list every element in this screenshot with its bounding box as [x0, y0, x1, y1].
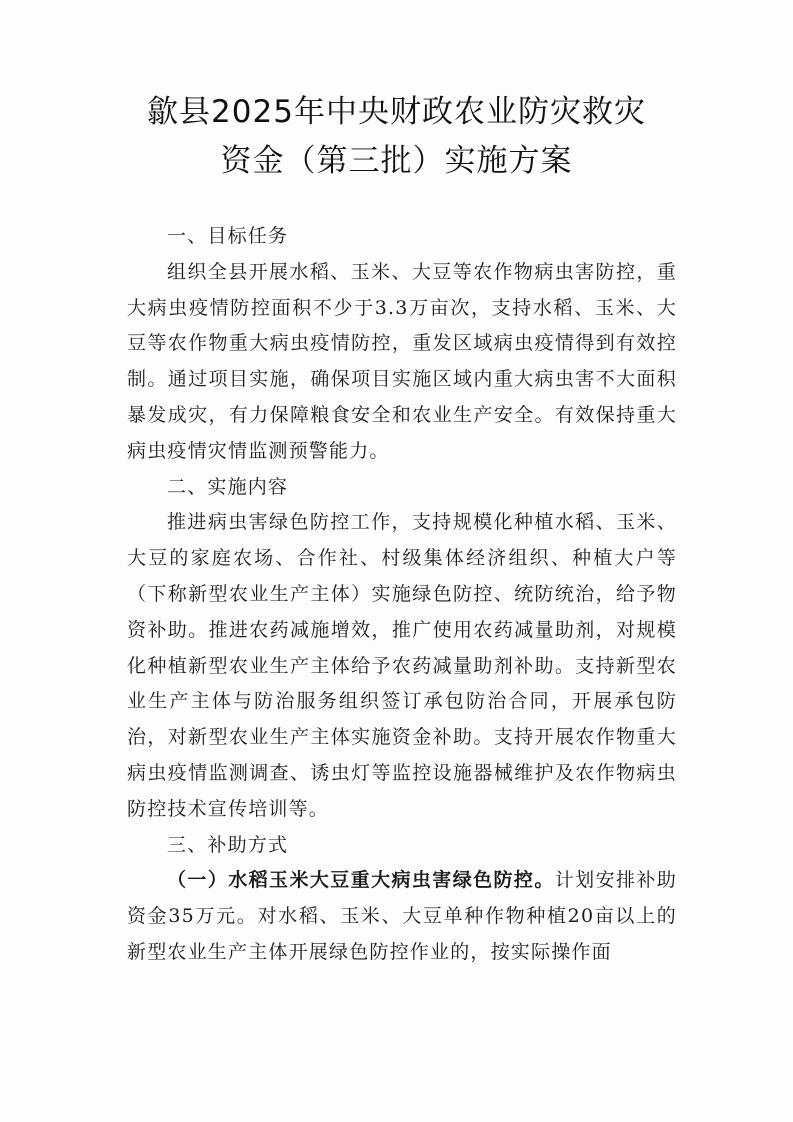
- section-heading-1: 一、目标任务: [167, 225, 289, 247]
- document-body: [127, 219, 677, 971]
- section-2-paragraph: 推进病虫害绿色防控工作，支持规模化种植水稻、玉米、大豆的家庭农场、合作社、村级集体经济组织、种植大户等（下称新型农业生产主体）实施绿色防控、统防统治，给予物资补助。推进农药减施增效，推广使用农药减量助剂，对规模化种植新型农业生产主体给予农药减量助剂补助。支持新型农业生产主体与防治服务组织签订承包防治合同，开展承包防治，对新型农业生产主体实施资金补助。支持开展农作物重大病虫疫情监测调查、诱虫灯等监控设施器械维护及农作物病虫防控技术宣传培训等。: [127, 511, 677, 820]
- section-3-subsection-1: [127, 863, 677, 970]
- section-heading-3: 三、补助方式: [167, 833, 289, 856]
- document-title-line-2: 资金（第三批）实施方案: [220, 143, 573, 179]
- document-title-line-1: 歙县2025年中央财政农业防灾救灾: [147, 94, 646, 130]
- subsection-1-text: 计划安排补助资金35万元。对水稻、玉米、大豆单种作物种植20亩以上的新型农业生产主体开展绿色防控作业的，按实际操作面: [127, 869, 677, 963]
- section-heading-2: 二、实施内容: [167, 475, 289, 498]
- section-1-paragraph: 组织全县开展水稻、玉米、大豆等农作物病虫害防控，重大病虫疫情防控面积不少于3.3万亩次，支持水稻、玉米、大豆等农作物重大病虫疫情防控，重发区域病虫疫情得到有效控制。通过项目实施，确保项目实施区域内重大病虫害不大面积暴发成灾，有力保障粮食安全和农业生产安全。有效保持重大病虫疫情灾情监测预警能力。: [127, 260, 677, 462]
- subsection-heading-1: （一）水稻玉米大豆重大病虫害绿色防控。: [167, 869, 555, 892]
